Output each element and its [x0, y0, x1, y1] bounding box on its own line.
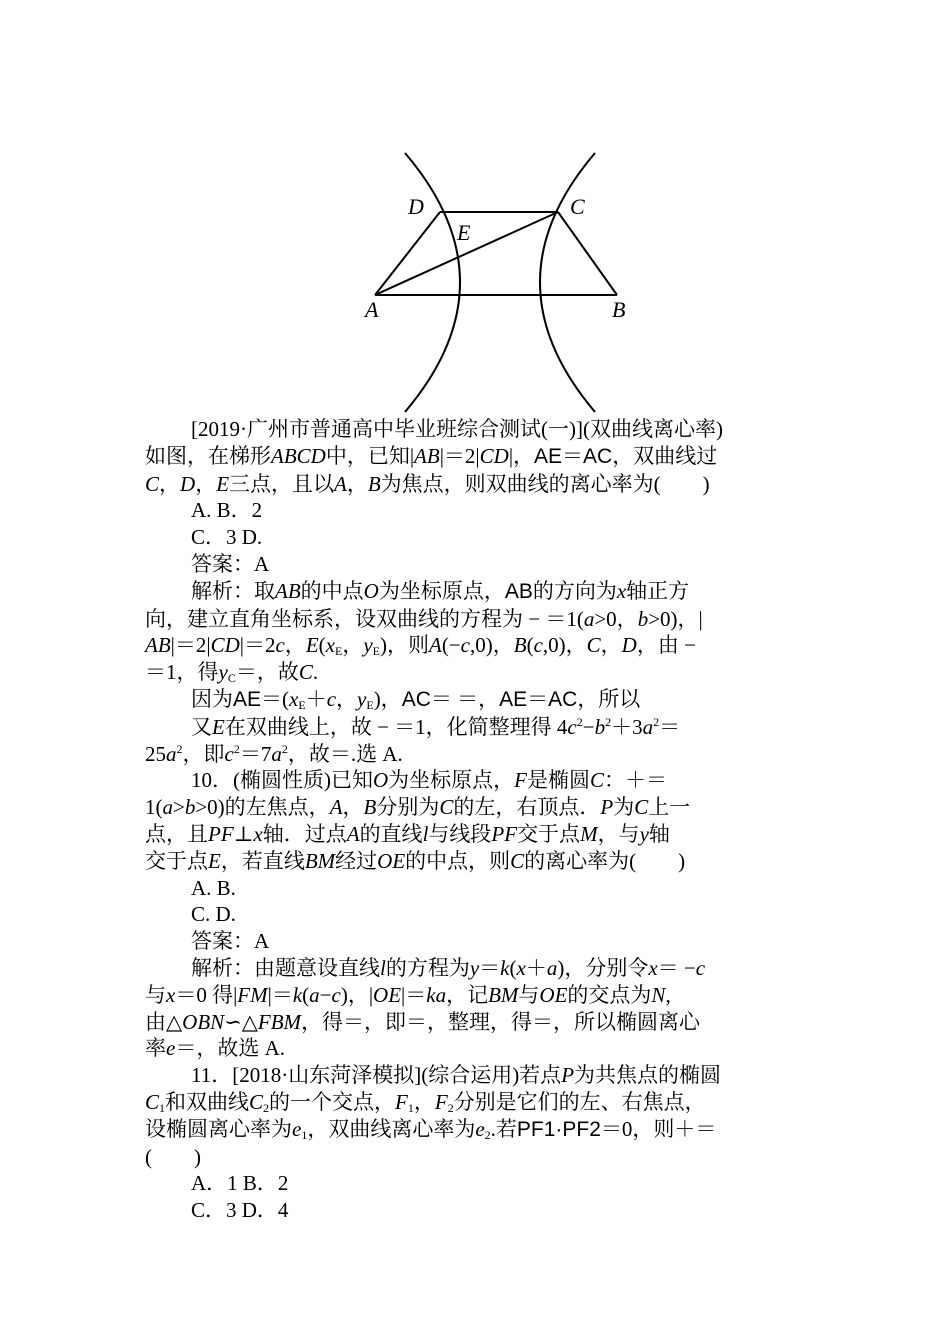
q9-solution-line-4: ＝1，得$y_C=$，故C.	[145, 660, 319, 686]
label-e: E	[457, 220, 471, 245]
q9-answer: 答案：A	[191, 551, 270, 576]
hyperbola-right-branch	[540, 153, 595, 412]
label-d: D	[408, 194, 424, 219]
q9-stem-line-1: 如图，在梯形ABCD中，已知|AB|＝2|CD|，AE＝AC，双曲线过	[145, 443, 718, 468]
q10-solution-line-1: 解析：由题意设直线l的方程为y＝k(x＋a)，分别令x＝ −c	[191, 955, 706, 980]
q10-stem-line-3: 点，且PF⊥x轴．过点A的直线l与线段PF交于点M，与y轴	[145, 821, 670, 846]
segment-bc	[558, 212, 617, 295]
q9-solution-line-3: AB|＝2|CD|＝2c，$E(x_E$，$y_E$)，则A(−c,0)，B(c,0)，C，D，由 −	[145, 633, 696, 659]
hyperbola-left-branch	[405, 153, 460, 412]
q9-solution-line-6: 又E在双曲线上，故 − ＝1，化简整理得 $4c^2-b^2+3a^2=$	[191, 714, 681, 739]
q10-stem-line-1: 10．(椭圆性质)已知O为坐标原点，F是椭圆C：＋＝	[191, 768, 668, 793]
document-text	[145, 416, 805, 1224]
q10-stem-line-2: 1(a>b>0)的左焦点，A，B分别为C的左，右顶点．P为C上一	[145, 795, 691, 820]
q11-stem-line-2: $C_1$和双曲线$C_2$的一个交点，$F_1$，$F_2$分别是它们的左、右焦点，	[145, 1089, 706, 1115]
q10-solution-line-2: 与x＝0 得|FM|＝k(a−c)，|OE|＝ka，记BM与OE的交点为N,	[145, 982, 671, 1007]
q10-answer: 答案：A	[191, 929, 270, 954]
q10-options-ab: A. B.	[191, 875, 236, 900]
segment-ad	[375, 212, 440, 295]
label-b: B	[612, 297, 626, 322]
q9-solution-line-1: 解析：取AB的中点O为坐标原点，AB的方向为x轴正方	[191, 578, 690, 603]
q9-solution-line-5: 因为$AE=(x_E+c$，$y_E$)，AC＝ ＝，AE＝AC，所以	[191, 686, 641, 712]
trapezoid-hyperbola-figure	[350, 150, 650, 420]
q11-options-ab: A．1 B．2	[191, 1171, 289, 1196]
q10-stem-line-4: 交于点E，若直线BM经过OE的中点，则C的离心率为( )	[145, 848, 686, 873]
q9-solution-line-2: 向，建立直角坐标系，设双曲线的方程为 − ＝1(a>0，b>0)，|	[145, 606, 703, 631]
q11-options-cd: C．3 D．4	[191, 1198, 289, 1223]
q9-options-ab: A. B．2	[191, 498, 263, 523]
q10-options-cd: C. D.	[191, 902, 236, 927]
q10-solution-line-3: 由△OBN∽△FBM，得＝，即＝，整理，得＝，所以椭圆离心	[145, 1009, 701, 1034]
figure-svg	[350, 150, 650, 420]
q9-solution-line-7: $25a^2$，即$c^2=7a^2$，故＝.选 A.	[145, 741, 403, 766]
q9-options-cd: C．3 D.	[191, 525, 263, 550]
q9-stem-line-2: C，D，E三点，且以A，B为焦点，则双曲线的离心率为( )	[145, 471, 710, 496]
label-c: C	[570, 194, 585, 219]
q11-stem-line-3: 设椭圆离心率为$e_1$，双曲线离心率为$e_2$.若PF1·PF2＝0，则＋＝	[145, 1116, 717, 1142]
q9-source: [2019·广州市普通高中毕业班综合测试(一)](双曲线离心率)	[191, 417, 723, 441]
q10-solution-line-4: 率e＝，故选 A.	[145, 1036, 285, 1061]
q11-stem-line-1: 11．[2018·山东菏泽模拟](综合运用)若点P为共焦点的椭圆	[191, 1063, 722, 1088]
q11-stem-line-4: ( )	[145, 1144, 201, 1169]
label-a: A	[365, 297, 379, 322]
